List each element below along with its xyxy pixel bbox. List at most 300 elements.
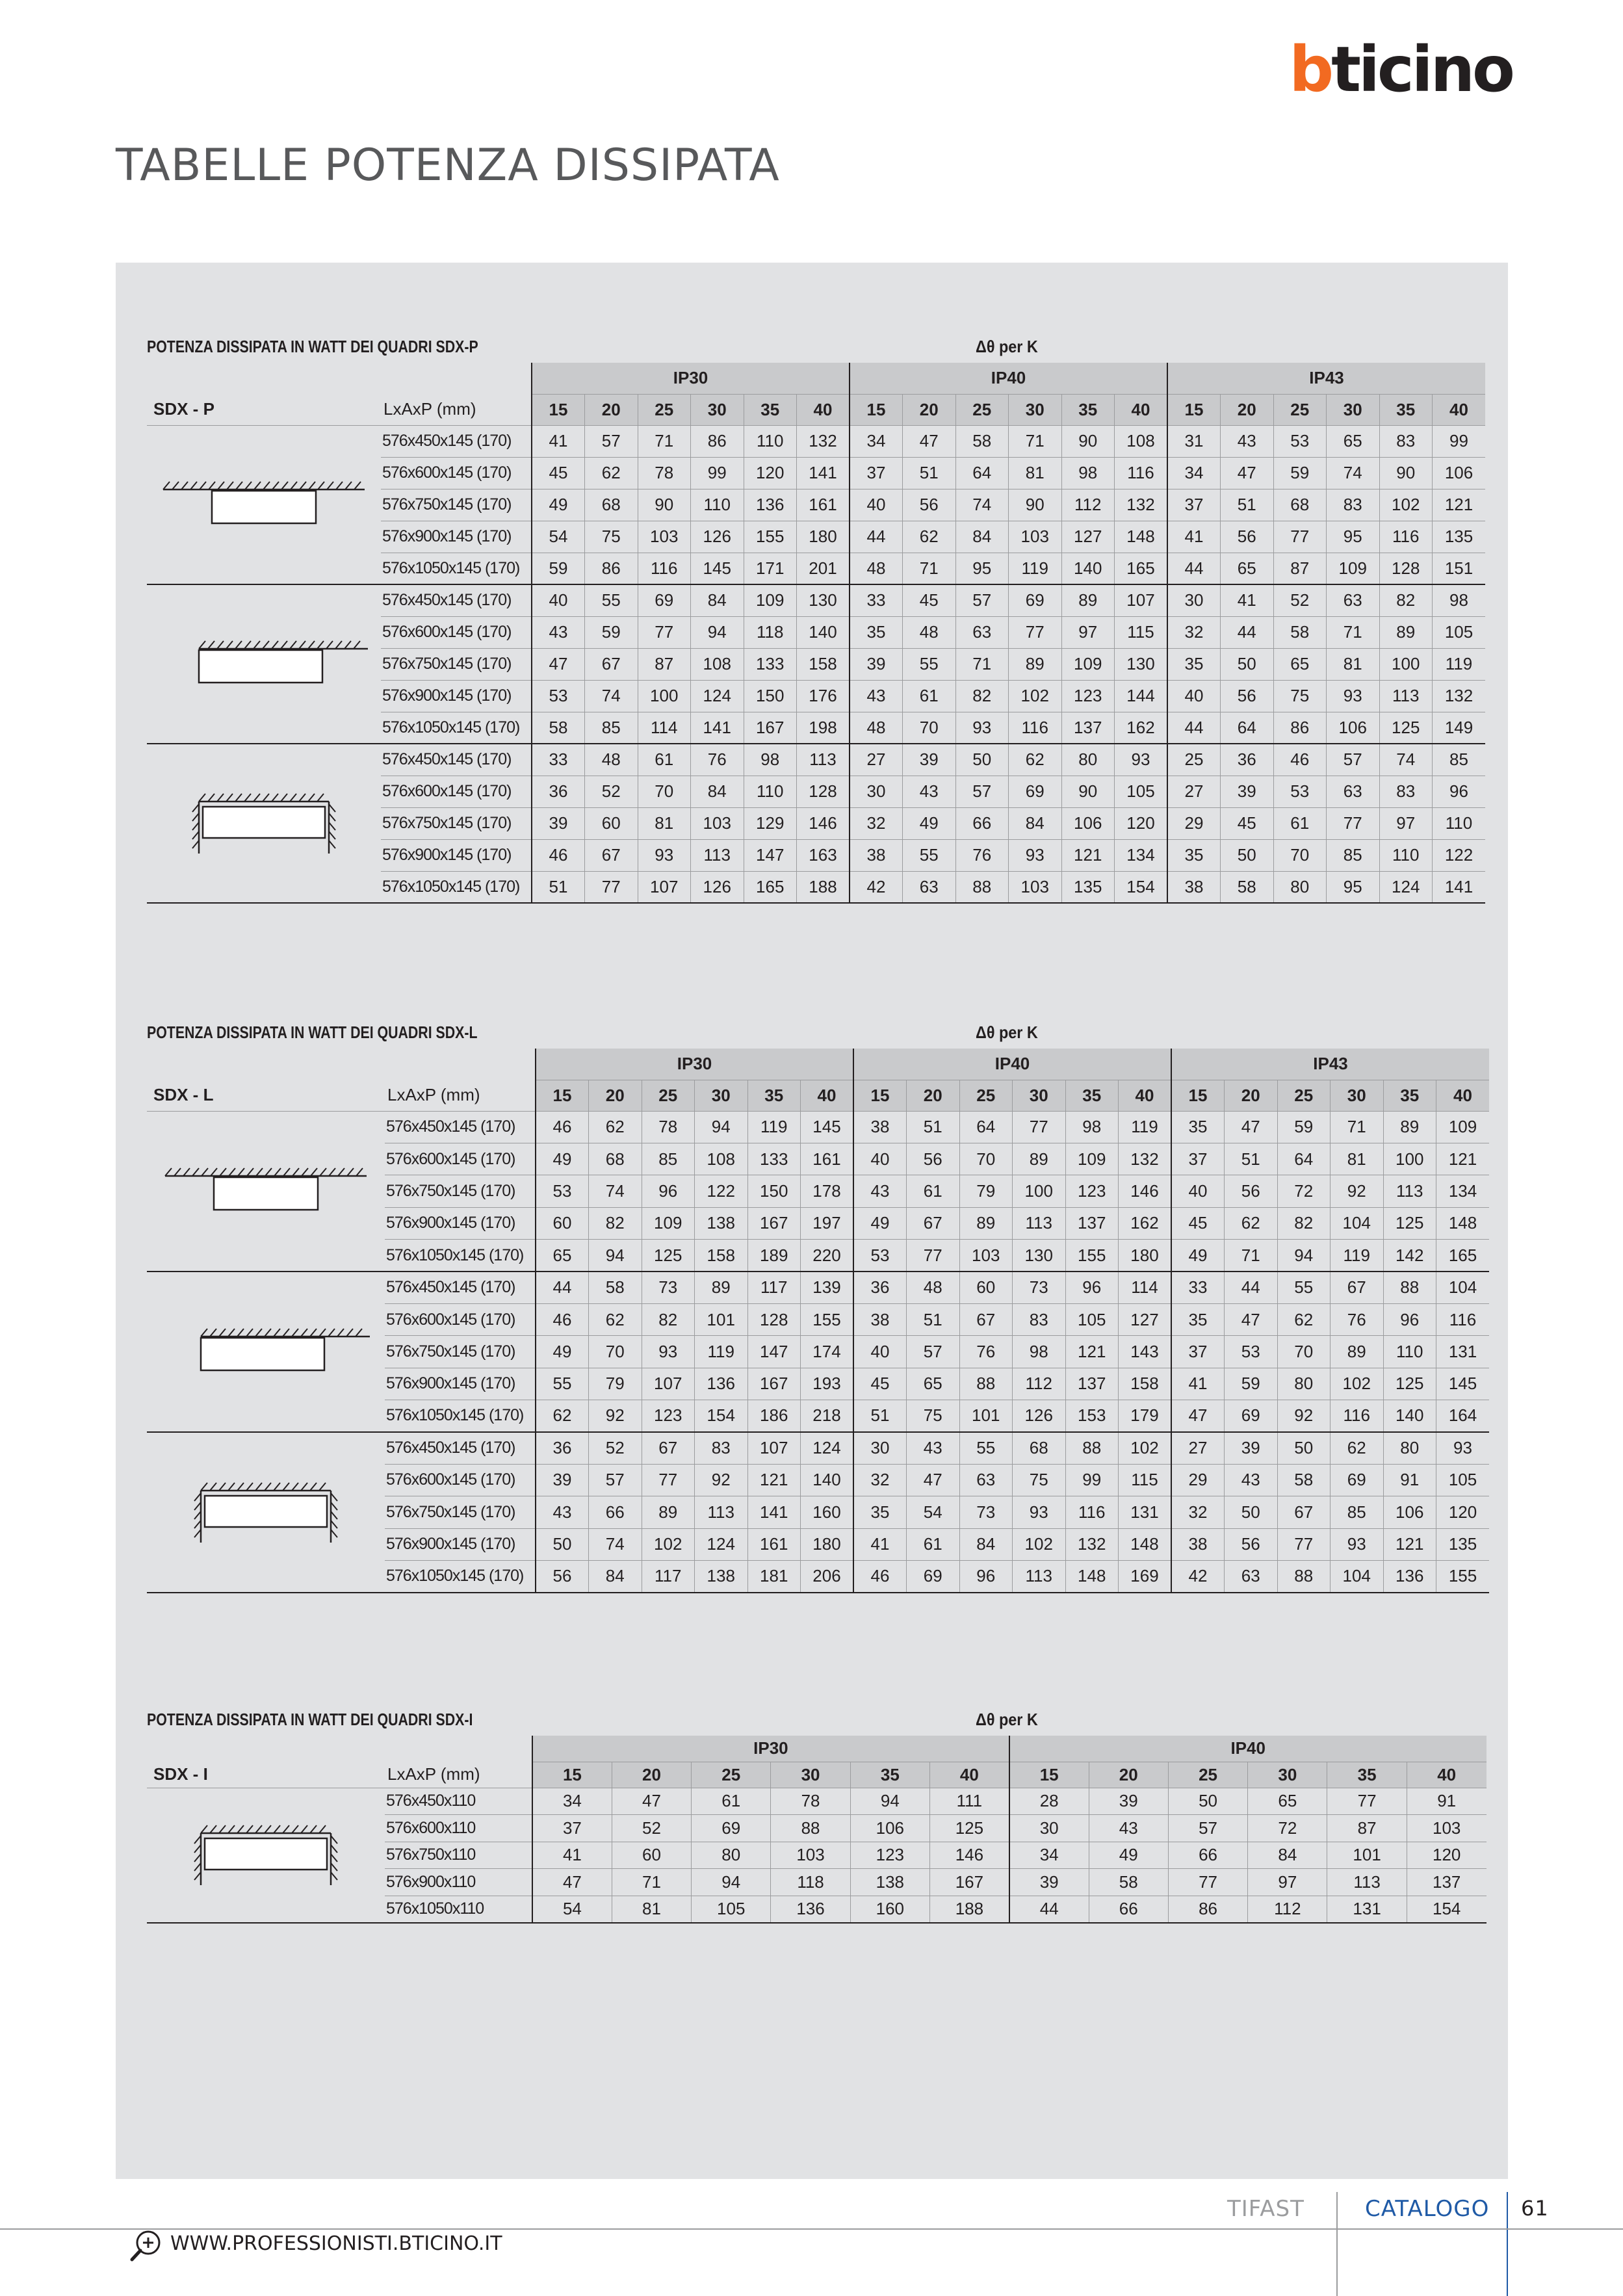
- power-value-cell: 72: [1248, 1815, 1327, 1842]
- power-value-cell: 93: [642, 1336, 695, 1368]
- power-value-cell: 77: [585, 871, 638, 903]
- dimension-cell: 576x600x145 (170): [381, 776, 532, 807]
- temperature-header: 30: [1009, 394, 1062, 425]
- table-row: [147, 425, 1485, 457]
- power-value-cell: 70: [959, 1143, 1013, 1175]
- power-value-cell: 39: [850, 648, 903, 680]
- footer-url[interactable]: WWW.PROFESSIONISTI.BTICINO.IT: [170, 2232, 502, 2255]
- power-value-cell: 56: [1225, 1175, 1278, 1207]
- power-value-cell: 117: [642, 1560, 695, 1592]
- power-value-cell: 96: [642, 1175, 695, 1207]
- dimension-cell: 576x1050x145 (170): [385, 1240, 536, 1272]
- power-value-cell: 43: [903, 776, 956, 807]
- power-value-cell: 97: [1248, 1869, 1327, 1896]
- power-value-cell: 55: [903, 648, 956, 680]
- power-value-cell: 87: [638, 648, 691, 680]
- power-value-cell: 151: [1433, 553, 1486, 584]
- protection-group-row: [147, 363, 1485, 394]
- protection-group-header: IP30: [532, 1736, 1009, 1762]
- power-value-cell: 93: [1013, 1496, 1066, 1528]
- power-value-cell: 112: [1013, 1368, 1066, 1400]
- power-value-cell: 70: [589, 1336, 642, 1368]
- power-value-cell: 132: [1433, 680, 1486, 712]
- power-value-cell: 49: [536, 1336, 589, 1368]
- power-value-cell: 148: [1436, 1207, 1490, 1239]
- power-value-cell: 85: [1331, 1496, 1384, 1528]
- power-value-cell: 119: [1331, 1240, 1384, 1272]
- power-value-cell: 91: [1383, 1464, 1436, 1496]
- power-value-cell: 56: [536, 1560, 589, 1592]
- power-value-cell: 96: [1433, 776, 1486, 807]
- power-value-cell: 108: [691, 648, 744, 680]
- dimension-cell: 576x600x145 (170): [381, 616, 532, 648]
- power-value-cell: 197: [801, 1207, 854, 1239]
- temperature-header: 15: [536, 1080, 589, 1111]
- power-value-cell: 141: [1433, 871, 1486, 903]
- power-value-cell: 38: [853, 1303, 907, 1335]
- temperature-header: 35: [1379, 394, 1433, 425]
- power-value-cell: 73: [642, 1272, 695, 1303]
- power-value-cell: 51: [1225, 1143, 1278, 1175]
- power-value-cell: 129: [744, 807, 797, 839]
- power-value-cell: 42: [1171, 1560, 1225, 1592]
- power-value-cell: 47: [1225, 1111, 1278, 1143]
- power-value-cell: 140: [801, 1464, 854, 1496]
- power-value-cell: 33: [532, 744, 585, 776]
- power-value-cell: 188: [797, 871, 850, 903]
- power-value-cell: 77: [1277, 1528, 1331, 1560]
- power-value-cell: 65: [536, 1240, 589, 1272]
- dimension-cell: 576x600x145 (170): [385, 1143, 536, 1175]
- power-value-cell: 188: [929, 1896, 1009, 1923]
- dimension-cell: 576x1050x145 (170): [381, 871, 532, 903]
- power-value-cell: 145: [1436, 1368, 1490, 1400]
- power-value-cell: 49: [1171, 1240, 1225, 1272]
- power-value-cell: 47: [612, 1788, 691, 1815]
- power-value-cell: 71: [612, 1869, 691, 1896]
- power-value-cell: 201: [797, 553, 850, 584]
- power-value-cell: 49: [903, 807, 956, 839]
- power-value-cell: 121: [1061, 839, 1115, 871]
- power-value-cell: 174: [801, 1336, 854, 1368]
- power-value-cell: 116: [1436, 1303, 1490, 1335]
- power-value-cell: 48: [850, 553, 903, 584]
- power-value-cell: 74: [589, 1528, 642, 1560]
- power-value-cell: 198: [797, 712, 850, 744]
- power-value-cell: 89: [1013, 1143, 1066, 1175]
- temperature-header: 40: [1115, 394, 1168, 425]
- power-value-cell: 58: [1089, 1869, 1168, 1896]
- temperature-header: 20: [903, 394, 956, 425]
- power-value-cell: 111: [929, 1788, 1009, 1815]
- power-value-cell: 76: [959, 1336, 1013, 1368]
- power-value-cell: 47: [532, 648, 585, 680]
- power-value-cell: 138: [850, 1869, 929, 1896]
- power-value-cell: 155: [1065, 1240, 1119, 1272]
- power-value-cell: 63: [955, 616, 1009, 648]
- power-value-cell: 62: [536, 1400, 589, 1432]
- section-title: POTENZA DISSIPATA IN WATT DEI QUADRI SDX-I: [147, 1710, 473, 1729]
- temperature-header: 35: [1327, 1762, 1407, 1788]
- power-value-cell: 47: [1225, 1303, 1278, 1335]
- power-value-cell: 57: [589, 1464, 642, 1496]
- power-value-cell: 70: [638, 776, 691, 807]
- power-value-cell: 99: [691, 457, 744, 489]
- power-value-cell: 33: [850, 584, 903, 616]
- power-value-cell: 105: [1436, 1464, 1490, 1496]
- dimension-cell: 576x750x110: [385, 1842, 532, 1869]
- power-value-cell: 140: [797, 616, 850, 648]
- power-value-cell: 220: [801, 1240, 854, 1272]
- power-value-cell: 81: [638, 807, 691, 839]
- power-value-cell: 67: [585, 839, 638, 871]
- power-value-cell: 46: [853, 1560, 907, 1592]
- power-value-cell: 124: [695, 1528, 748, 1560]
- power-value-cell: 98: [1433, 584, 1486, 616]
- temperature-header: 15: [532, 394, 585, 425]
- power-value-cell: 77: [1273, 521, 1327, 553]
- power-value-cell: 109: [642, 1207, 695, 1239]
- temperature-header: 25: [1168, 1762, 1247, 1788]
- power-value-cell: 131: [1436, 1336, 1490, 1368]
- temperature-header: 35: [850, 1762, 929, 1788]
- power-value-cell: 54: [532, 1896, 612, 1923]
- power-value-cell: 39: [1009, 1869, 1089, 1896]
- power-value-cell: 125: [642, 1240, 695, 1272]
- power-value-cell: 84: [1248, 1842, 1327, 1869]
- power-value-cell: 69: [692, 1815, 771, 1842]
- power-value-cell: 134: [1115, 839, 1168, 871]
- power-value-cell: 30: [850, 776, 903, 807]
- power-value-cell: 88: [771, 1815, 850, 1842]
- power-value-cell: 103: [1009, 871, 1062, 903]
- dimension-cell: 576x750x145 (170): [385, 1175, 536, 1207]
- power-value-cell: 136: [744, 489, 797, 521]
- protection-group-row: [147, 1049, 1489, 1080]
- power-value-cell: 206: [801, 1560, 854, 1592]
- power-value-cell: 92: [695, 1464, 748, 1496]
- power-value-cell: 121: [747, 1464, 801, 1496]
- power-value-cell: 110: [1383, 1336, 1436, 1368]
- power-value-cell: 82: [642, 1303, 695, 1335]
- power-value-cell: 93: [955, 712, 1009, 744]
- page-number: 61: [1521, 2196, 1549, 2221]
- power-value-cell: 99: [1433, 425, 1486, 457]
- power-value-cell: 38: [853, 1111, 907, 1143]
- temperature-header-row: [147, 1080, 1489, 1111]
- power-value-cell: 109: [1327, 553, 1380, 584]
- power-value-cell: 140: [1383, 1400, 1436, 1432]
- dimension-cell: 576x450x145 (170): [381, 584, 532, 616]
- power-value-cell: 51: [903, 457, 956, 489]
- power-value-cell: 103: [691, 807, 744, 839]
- power-value-cell: 66: [955, 807, 1009, 839]
- power-value-cell: 114: [638, 712, 691, 744]
- power-value-cell: 92: [1277, 1400, 1331, 1432]
- power-value-cell: 67: [959, 1303, 1013, 1335]
- power-value-cell: 94: [589, 1240, 642, 1272]
- temperature-header: 30: [691, 394, 744, 425]
- temperature-header-row: [147, 394, 1485, 425]
- power-value-cell: 138: [695, 1560, 748, 1592]
- power-value-cell: 43: [853, 1175, 907, 1207]
- power-value-cell: 55: [536, 1368, 589, 1400]
- power-value-cell: 70: [1277, 1336, 1331, 1368]
- temperature-header: 25: [642, 1080, 695, 1111]
- power-value-cell: 86: [1273, 712, 1327, 744]
- power-value-cell: 158: [695, 1240, 748, 1272]
- power-value-cell: 69: [638, 584, 691, 616]
- power-value-cell: 142: [1383, 1240, 1436, 1272]
- protection-group-header: IP30: [532, 363, 850, 394]
- power-value-cell: 110: [744, 425, 797, 457]
- dimension-cell: 576x900x145 (170): [381, 680, 532, 712]
- power-value-cell: 70: [903, 712, 956, 744]
- temperature-header: 25: [638, 394, 691, 425]
- power-value-cell: 57: [585, 425, 638, 457]
- power-value-cell: 141: [747, 1496, 801, 1528]
- temperature-header: 35: [747, 1080, 801, 1111]
- power-value-cell: 51: [907, 1111, 960, 1143]
- temperature-header: 15: [1171, 1080, 1225, 1111]
- power-value-cell: 42: [850, 871, 903, 903]
- power-value-cell: 77: [1168, 1869, 1247, 1896]
- power-value-cell: 110: [1433, 807, 1486, 839]
- power-value-cell: 130: [1115, 648, 1168, 680]
- power-value-cell: 180: [1119, 1240, 1172, 1272]
- protection-group-header: IP43: [1171, 1049, 1489, 1080]
- power-value-cell: 64: [1221, 712, 1274, 744]
- footer-tab-catalogo[interactable]: CATALOGO: [1365, 2196, 1490, 2222]
- mounting-illustration: [147, 1432, 385, 1593]
- power-value-cell: 63: [1225, 1560, 1278, 1592]
- power-value-cell: 164: [1436, 1400, 1490, 1432]
- power-value-cell: 40: [853, 1336, 907, 1368]
- power-value-cell: 118: [744, 616, 797, 648]
- power-value-cell: 92: [589, 1400, 642, 1432]
- power-value-cell: 58: [955, 425, 1009, 457]
- model-label: SDX - L: [147, 1080, 385, 1111]
- power-value-cell: 112: [1061, 489, 1115, 521]
- power-value-cell: 55: [1277, 1272, 1331, 1303]
- power-value-cell: 90: [1061, 776, 1115, 807]
- ceiling-wall-mount-icon: [153, 623, 374, 701]
- power-value-cell: 63: [959, 1464, 1013, 1496]
- power-value-cell: 78: [771, 1788, 850, 1815]
- power-value-cell: 57: [907, 1336, 960, 1368]
- power-value-cell: 65: [1221, 553, 1274, 584]
- power-value-cell: 59: [585, 616, 638, 648]
- power-value-cell: 71: [1331, 1111, 1384, 1143]
- power-value-cell: 52: [612, 1815, 691, 1842]
- power-value-cell: 109: [1436, 1111, 1490, 1143]
- power-value-cell: 165: [1436, 1240, 1490, 1272]
- temperature-header: 25: [692, 1762, 771, 1788]
- power-value-cell: 58: [1273, 616, 1327, 648]
- temperature-header: 40: [1407, 1762, 1486, 1788]
- power-value-cell: 167: [747, 1207, 801, 1239]
- power-value-cell: 50: [1221, 839, 1274, 871]
- power-value-cell: 53: [532, 680, 585, 712]
- power-value-cell: 165: [1115, 553, 1168, 584]
- power-value-cell: 84: [955, 521, 1009, 553]
- power-value-cell: 35: [853, 1496, 907, 1528]
- power-value-cell: 31: [1167, 425, 1221, 457]
- power-value-cell: 72: [1277, 1175, 1331, 1207]
- power-value-cell: 77: [907, 1240, 960, 1272]
- power-value-cell: 122: [695, 1175, 748, 1207]
- power-value-cell: 107: [642, 1368, 695, 1400]
- power-value-cell: 58: [1221, 871, 1274, 903]
- power-value-cell: 119: [1009, 553, 1062, 584]
- power-value-cell: 65: [1248, 1788, 1327, 1815]
- temperature-header: 40: [1436, 1080, 1490, 1111]
- power-value-cell: 62: [585, 457, 638, 489]
- power-value-cell: 106: [1383, 1496, 1436, 1528]
- dimension-cell: 576x1050x145 (170): [381, 712, 532, 744]
- temperature-header: 35: [1061, 394, 1115, 425]
- dimension-cell: 576x750x145 (170): [385, 1496, 536, 1528]
- power-value-cell: 80: [1273, 871, 1327, 903]
- power-value-cell: 102: [1009, 680, 1062, 712]
- power-value-cell: 98: [1061, 457, 1115, 489]
- power-value-cell: 116: [1331, 1400, 1384, 1432]
- dimension-cell: 576x750x145 (170): [385, 1336, 536, 1368]
- power-value-cell: 135: [1436, 1528, 1490, 1560]
- mounting-illustration: [147, 1272, 385, 1432]
- power-value-cell: 119: [1119, 1111, 1172, 1143]
- power-value-cell: 45: [1171, 1207, 1225, 1239]
- temperature-header: 30: [1248, 1762, 1327, 1788]
- power-value-cell: 155: [744, 521, 797, 553]
- power-value-cell: 114: [1119, 1272, 1172, 1303]
- logo-rest: ticino: [1331, 33, 1513, 106]
- power-value-cell: 113: [1013, 1560, 1066, 1592]
- power-value-cell: 120: [744, 457, 797, 489]
- power-value-cell: 32: [853, 1464, 907, 1496]
- mounting-illustration: [147, 425, 381, 584]
- power-value-cell: 71: [1327, 616, 1380, 648]
- power-value-cell: 50: [1225, 1496, 1278, 1528]
- power-value-cell: 133: [744, 648, 797, 680]
- dimension-cell: 576x900x145 (170): [381, 521, 532, 553]
- page-title: TABELLE POTENZA DISSIPATA: [116, 140, 780, 191]
- power-value-cell: 145: [691, 553, 744, 584]
- power-value-cell: 167: [929, 1869, 1009, 1896]
- protection-group-header: IP43: [1167, 363, 1485, 394]
- power-value-cell: 218: [801, 1400, 854, 1432]
- power-table: [147, 1736, 1487, 1924]
- power-value-cell: 90: [638, 489, 691, 521]
- dimensions-header: LxAxP (mm): [381, 394, 532, 425]
- power-value-cell: 139: [801, 1272, 854, 1303]
- power-value-cell: 108: [1115, 425, 1168, 457]
- power-value-cell: 51: [1221, 489, 1274, 521]
- power-value-cell: 43: [907, 1432, 960, 1464]
- power-value-cell: 61: [907, 1175, 960, 1207]
- power-value-cell: 97: [1061, 616, 1115, 648]
- power-value-cell: 99: [1065, 1464, 1119, 1496]
- power-value-cell: 100: [1379, 648, 1433, 680]
- power-value-cell: 86: [691, 425, 744, 457]
- power-value-cell: 40: [853, 1143, 907, 1175]
- power-value-cell: 103: [771, 1842, 850, 1869]
- delta-theta-label: Δθ per K: [976, 1710, 1038, 1729]
- power-value-cell: 186: [747, 1400, 801, 1432]
- power-value-cell: 163: [797, 839, 850, 871]
- power-value-cell: 101: [1327, 1842, 1407, 1869]
- power-value-cell: 75: [1013, 1464, 1066, 1496]
- power-value-cell: 81: [1009, 457, 1062, 489]
- power-value-cell: 87: [1327, 1815, 1407, 1842]
- section-title: POTENZA DISSIPATA IN WATT DEI QUADRI SDX-P: [147, 337, 478, 356]
- power-value-cell: 81: [612, 1896, 691, 1923]
- power-value-cell: 58: [589, 1272, 642, 1303]
- power-value-cell: 88: [1277, 1560, 1331, 1592]
- power-value-cell: 126: [691, 871, 744, 903]
- power-value-cell: 106: [850, 1815, 929, 1842]
- power-value-cell: 140: [1061, 553, 1115, 584]
- power-value-cell: 77: [1327, 1788, 1407, 1815]
- power-value-cell: 95: [1327, 871, 1380, 903]
- power-value-cell: 62: [1225, 1207, 1278, 1239]
- temperature-header: 40: [929, 1762, 1009, 1788]
- power-value-cell: 116: [1009, 712, 1062, 744]
- power-value-cell: 29: [1167, 807, 1221, 839]
- power-value-cell: 83: [1013, 1303, 1066, 1335]
- power-value-cell: 61: [903, 680, 956, 712]
- power-value-cell: 44: [536, 1272, 589, 1303]
- power-value-cell: 44: [1225, 1272, 1278, 1303]
- power-value-cell: 82: [1277, 1207, 1331, 1239]
- power-value-cell: 74: [1327, 457, 1380, 489]
- ceiling-mount-icon: [155, 1150, 376, 1228]
- footer-tab-tifast[interactable]: TIFAST: [1227, 2196, 1305, 2222]
- power-value-cell: 102: [1379, 489, 1433, 521]
- power-value-cell: 85: [642, 1143, 695, 1175]
- temperature-header: 30: [1327, 394, 1380, 425]
- power-value-cell: 54: [532, 521, 585, 553]
- power-value-cell: 44: [850, 521, 903, 553]
- power-value-cell: 120: [1436, 1496, 1490, 1528]
- power-value-cell: 41: [532, 1842, 612, 1869]
- power-value-cell: 93: [1009, 839, 1062, 871]
- power-value-cell: 40: [1171, 1175, 1225, 1207]
- power-value-cell: 79: [589, 1368, 642, 1400]
- protection-group-header: IP40: [853, 1049, 1171, 1080]
- power-value-cell: 93: [1115, 744, 1168, 776]
- power-value-cell: 86: [585, 553, 638, 584]
- power-value-cell: 89: [1009, 648, 1062, 680]
- power-value-cell: 80: [692, 1842, 771, 1869]
- power-value-cell: 69: [907, 1560, 960, 1592]
- power-value-cell: 128: [797, 776, 850, 807]
- power-value-cell: 165: [744, 871, 797, 903]
- temperature-header: 40: [801, 1080, 854, 1111]
- power-value-cell: 36: [532, 776, 585, 807]
- power-value-cell: 189: [747, 1240, 801, 1272]
- power-value-cell: 39: [903, 744, 956, 776]
- power-value-cell: 67: [585, 648, 638, 680]
- power-value-cell: 30: [1009, 1815, 1089, 1842]
- power-value-cell: 146: [797, 807, 850, 839]
- temperature-header: 40: [1119, 1080, 1172, 1111]
- table-row: [147, 1111, 1489, 1143]
- table-row: [147, 584, 1485, 616]
- mounting-illustration: [147, 1788, 385, 1923]
- power-value-cell: 55: [959, 1432, 1013, 1464]
- power-value-cell: 108: [695, 1143, 748, 1175]
